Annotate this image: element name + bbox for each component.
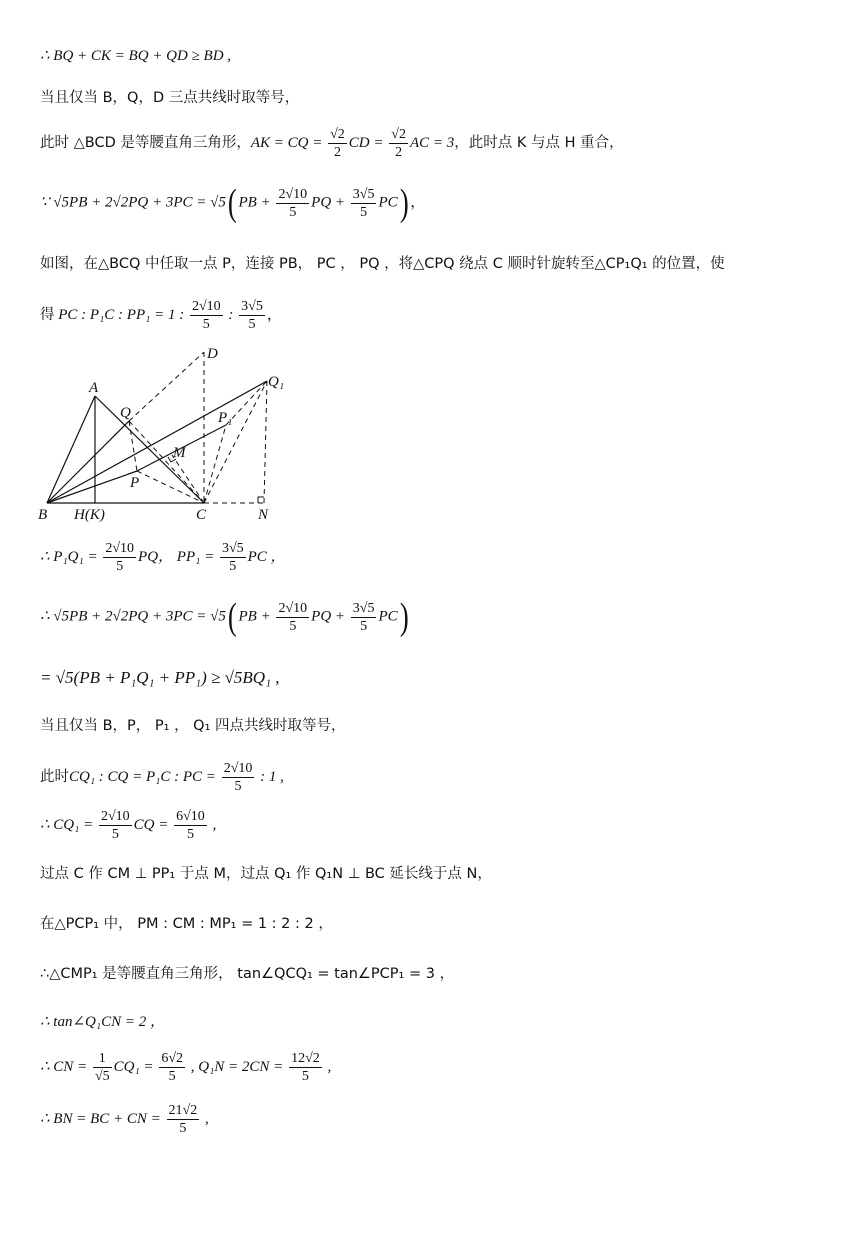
segment-QC xyxy=(129,421,204,503)
step-line-7: ∴ P₁Q₁ = $\frac{2√10}{5}$ PQ， PP₁ = $\frac{3√5}{5}$ PC ， xyxy=(40,541,286,574)
fraction: $\frac{12√2}{5}$ xyxy=(291,1051,320,1084)
fraction: $\frac{2√10}{5}$ xyxy=(100,809,130,842)
right-angle-N xyxy=(258,497,264,503)
fraction: $\frac{√2}{2}$ xyxy=(391,127,406,160)
step-line-11: 此时CQ₁ : CQ = P₁C : PC = $\frac{2√10}{5}$ : 1 , xyxy=(40,761,284,794)
step-line-5: 如图，在△BCQ 中任取一点 P，连接 PB， PC ， PQ ，将△CPQ 绕点 C 顺时针旋转至△CP₁Q₁ 的位置，使 xyxy=(40,256,725,272)
label-P: P xyxy=(130,475,140,491)
step-line-10: 当且仅当 B，P， P₁ ， Q₁ 四点共线时取等号， xyxy=(40,718,346,734)
fraction: $\frac{3√5}{5}$ xyxy=(352,600,375,634)
segment-Q1N xyxy=(264,381,267,503)
label-Q1: Q₁ xyxy=(268,374,285,390)
fraction: $\frac{√2}{2}$ xyxy=(330,127,345,160)
label-Q: Q xyxy=(120,405,131,421)
fraction: $\frac{3√5}{5}$ xyxy=(352,186,375,220)
fraction: $\frac{1}{√5}$ xyxy=(94,1051,110,1084)
step-line-1: ∴ BQ + CK = BQ + QD ≥ BD , xyxy=(40,48,232,64)
step-line-3: 此时 △BCD 是等腰直角三角形，AK = CQ = $\frac{√2}{2}$ CD = $\frac{√2}{2}$ AC = 3，此时点 K 与点 H 重合， xyxy=(40,127,624,160)
label-N: N xyxy=(258,507,269,523)
step-line-2: 当且仅当 B，Q，D 三点共线时取等号， xyxy=(40,90,300,106)
fraction: $\frac{2√10}{5}$ xyxy=(191,299,221,332)
step-line-16: ∴ tan∠Q₁CN = 2 ， xyxy=(40,1014,165,1030)
label-D: D xyxy=(207,346,218,362)
segment-BQ xyxy=(47,421,129,503)
step-line-13: 过点 C 作 CM ⊥ PP₁ 于点 M，过点 Q₁ 作 Q₁N ⊥ BC 延长线于点 N， xyxy=(40,866,492,882)
step-line-15: ∴△CMP₁ 是等腰直角三角形， tan∠QCQ₁ = tan∠PCP₁ = 3 ， xyxy=(40,966,455,982)
label-H: H(K) xyxy=(74,507,105,523)
label-C: C xyxy=(196,507,207,523)
step-line-9: = √5(PB + P₁Q₁ + PP₁) ≥ √5BQ₁ , xyxy=(40,668,280,687)
fraction: $\frac{2√10}{5}$ xyxy=(223,761,253,794)
geometry-figure xyxy=(30,340,300,530)
step-line-14: 在△PCP₁ 中， PM : CM : MP₁ = 1 : 2 : 2 ， xyxy=(40,916,333,932)
segment-AB xyxy=(47,396,95,503)
segment-BQ1 xyxy=(47,381,267,503)
segment-CQ1 xyxy=(204,381,267,503)
fraction: $\frac{2√10}{5}$ xyxy=(278,600,308,634)
fraction: $\frac{3√5}{5}$ xyxy=(241,299,263,332)
step-line-8: ∴ √5PB + 2√2PQ + 3PC = √5( PB + $\frac{2√10}{5}$ PQ + $\frac{3√5}{5}$ PC) xyxy=(40,596,409,638)
step-line-17: ∴ CN = $\frac{1}{√5}$ CQ₁ = $\frac{6√2}{5}$ , Q₁N = 2CN = $\frac{12√2}{5}$ , xyxy=(40,1051,332,1084)
segment-CP1 xyxy=(204,425,226,503)
fraction: $\frac{6√2}{5}$ xyxy=(161,1051,183,1084)
label-B: B xyxy=(38,507,48,523)
fraction: $\frac{6√10}{5}$ xyxy=(176,809,205,842)
fraction: $\frac{21√2}{5}$ xyxy=(168,1103,198,1136)
segment-AC xyxy=(95,396,204,503)
fraction: $\frac{2√10}{5}$ xyxy=(278,186,308,220)
step-line-4: ∵ √5PB + 2√2PQ + 3PC = √5( PB + $\frac{2√10}{5}$ PQ + $\frac{3√5}{5}$ PC) ， xyxy=(40,182,426,224)
fraction: $\frac{2√10}{5}$ xyxy=(105,541,135,574)
label-P1: P₁ xyxy=(218,410,233,426)
segment-BP xyxy=(47,471,140,503)
step-line-18: ∴ BN = BC + CN = $\frac{21√2}{5}$ , xyxy=(40,1103,209,1136)
step-line-12: ∴ CQ₁ = $\frac{2√10}{5}$ CQ = $\frac{6√10}{5}$ , xyxy=(40,809,217,842)
segment-PC xyxy=(137,471,204,503)
step-line-6: 得 PC : P₁C : PP₁ = 1 : $\frac{2√10}{5}$ : $\frac{3√5}{5}$ ， xyxy=(40,299,282,332)
fraction: $\frac{3√5}{5}$ xyxy=(221,541,244,574)
label-M: M xyxy=(173,445,186,461)
segment-QD xyxy=(129,352,204,421)
label-A: A xyxy=(89,380,99,396)
